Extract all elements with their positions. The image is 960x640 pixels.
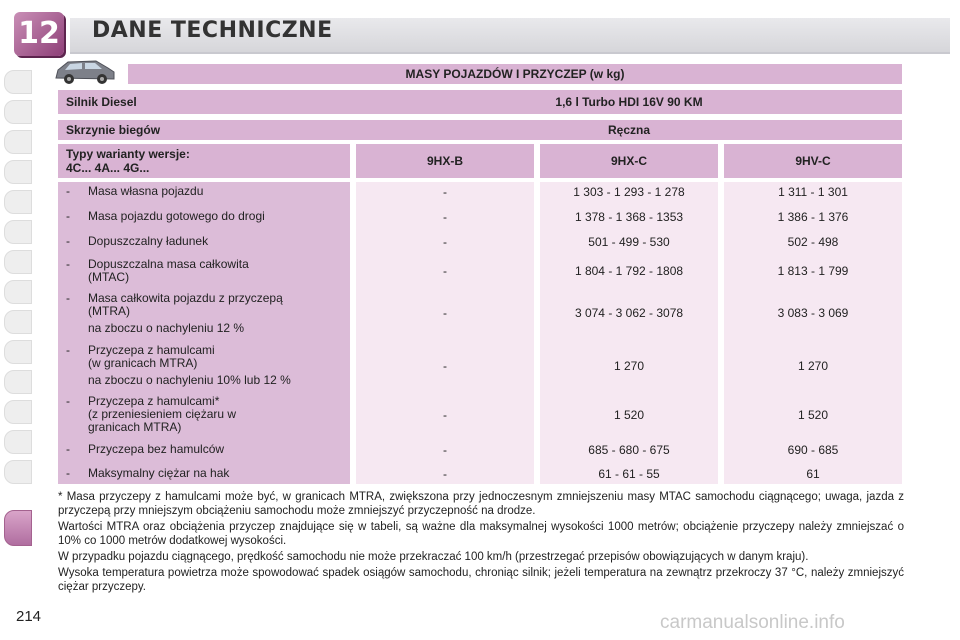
row-dash: - <box>66 209 70 223</box>
chapter-tab-strip <box>0 70 34 590</box>
car-icon <box>52 56 118 86</box>
table-cell: - <box>443 264 447 278</box>
data-column <box>540 182 718 484</box>
data-column <box>724 182 902 484</box>
watermark: carmanualsonline.info <box>660 612 845 633</box>
table-cell: 501 - 499 - 530 <box>588 235 670 249</box>
chapter-tab[interactable] <box>4 220 32 244</box>
chapter-tab[interactable] <box>4 370 32 394</box>
row-label-line2: (MTAC) <box>88 270 130 284</box>
engine-value: 1,6 l Turbo HDI 16V 90 KM <box>356 90 902 114</box>
table-cell: 685 - 680 - 675 <box>588 443 670 457</box>
table-cell: 3 083 - 3 069 <box>777 306 849 320</box>
chapter-tab[interactable] <box>4 160 32 184</box>
chapter-tab[interactable] <box>4 190 32 214</box>
row-dash: - <box>66 394 70 408</box>
table-cell: - <box>443 443 447 457</box>
chapter-tab[interactable] <box>4 280 32 304</box>
table-cell: 1 520 <box>797 408 829 422</box>
table-cell: - <box>443 359 447 373</box>
table-cell: - <box>443 235 447 249</box>
table-cell: 1 804 - 1 792 - 1808 <box>574 264 684 278</box>
row-label-line2: (MTRA) <box>88 304 130 318</box>
notes-block <box>58 490 904 596</box>
table-cell: 502 - 498 <box>787 235 839 249</box>
row-label-line3: na zboczu o nachyleniu 12 % <box>88 321 245 335</box>
row-label: Maksymalny ciężar na hak <box>88 466 230 480</box>
row-label: Dopuszczalna masa całkowita <box>88 257 249 271</box>
row-label: Masa pojazdu gotowego do drogi <box>88 209 265 223</box>
table-cell: 1 378 - 1 368 - 1353 <box>574 210 684 224</box>
chapter-tab[interactable] <box>4 70 32 94</box>
row-label: Masa własna pojazdu <box>88 184 204 198</box>
chapter-tab[interactable] <box>4 310 32 334</box>
table-cell: - <box>443 210 447 224</box>
table-cell: 690 - 685 <box>787 443 839 457</box>
row-dash: - <box>66 234 70 248</box>
row-label: Masa całkowita pojazdu z przyczepą <box>88 291 283 305</box>
version-header: 9HV-C <box>724 144 902 178</box>
table-cell: - <box>443 408 447 422</box>
table-cell: 1 311 - 1 301 <box>778 185 848 199</box>
table-cell: - <box>443 306 447 320</box>
table-cell: 1 303 - 1 293 - 1 278 <box>573 185 685 199</box>
gearbox-label: Skrzynie biegów <box>58 120 358 140</box>
row-dash: - <box>66 257 70 271</box>
version-header: 9HX-B <box>356 144 534 178</box>
types-label <box>58 144 350 178</box>
row-label: Przyczepa z hamulcami* <box>88 394 220 408</box>
chapter-tab[interactable] <box>4 460 32 484</box>
row-label-line2: (z przeniesieniem ciężaru w <box>88 407 237 421</box>
chapter-tab[interactable] <box>4 100 32 124</box>
row-label-line3: na zboczu o nachyleniu 10% lub 12 % <box>88 373 291 387</box>
table-cell: 1 520 <box>613 408 645 422</box>
row-label-line2: (w granicach MTRA) <box>88 356 198 370</box>
row-dash: - <box>66 466 70 480</box>
table-cell: 61 - 61 - 55 <box>598 467 660 481</box>
types-label-line1: Typy warianty wersje: <box>66 147 190 161</box>
page-title: DANE TECHNICZNE <box>92 18 333 43</box>
chapter-tab[interactable] <box>4 430 32 454</box>
table-cell: 61 <box>806 467 820 481</box>
gearbox-value: Ręczna <box>356 120 902 140</box>
table-cell: - <box>443 467 447 481</box>
section-title: MASY POJAZDÓW I PRZYCZEP (w kg) <box>128 64 902 84</box>
types-label-line2: 4C... 4A... 4G... <box>66 161 150 175</box>
footnote: * Masa przyczepy z hamulcami może być, w granicach MTRA, zwiększona przy jednoczesnym zmniejszeniu masy MTAC samochodu ciągnącego; uwaga, jazda z przyczepą przy mniejszym obciążeniu samochodu może zmniejszyć przyczepność na drodze. <box>58 491 904 517</box>
table-cell: - <box>443 185 447 199</box>
version-header: 9HX-C <box>540 144 718 178</box>
chapter-tab[interactable] <box>4 340 32 364</box>
row-label: Przyczepa bez hamulców <box>88 442 225 456</box>
table-cell: 1 813 - 1 799 <box>777 264 849 278</box>
note-paragraph: Wartości MTRA oraz obciążenia przyczep znajdujące się w tabeli, są ważne dla maksymalnej wysokości 1000 metrów; obciążenie przyczepy należy zmniejszać o 10% co 1000 metrów dodatkowej wysokości. <box>58 521 904 547</box>
row-dash: - <box>66 442 70 456</box>
table-cell: 3 074 - 3 062 - 3078 <box>574 306 684 320</box>
table-cell: 1 270 <box>613 359 645 373</box>
data-column <box>356 182 534 484</box>
chapter-tab-active[interactable] <box>4 510 32 546</box>
chapter-tab[interactable] <box>4 130 32 154</box>
chapter-tab[interactable] <box>4 400 32 424</box>
table-cell: 1 270 <box>797 359 829 373</box>
engine-label: Silnik Diesel <box>58 90 358 114</box>
row-dash: - <box>66 291 70 305</box>
chapter-badge: 12 <box>14 12 64 56</box>
table-cell: 1 386 - 1 376 <box>777 210 849 224</box>
row-label-line3: granicach MTRA) <box>88 420 182 434</box>
row-label: Przyczepa z hamulcami <box>88 343 215 357</box>
note-paragraph: W przypadku pojazdu ciągnącego, prędkość samochodu nie może przekraczać 100 km/h (przestrzegać przepisów obowiązujących w danym kraju). <box>58 551 809 563</box>
row-dash: - <box>66 343 70 357</box>
note-paragraph: Wysoka temperatura powietrza może spowodować spadek osiągów samochodu, chroniąc silnik; jeżeli temperatura na zewnątrz przekroczy 37 °C, należy zmniejszyć ciężar przyczepy. <box>58 567 904 593</box>
chapter-tab[interactable] <box>4 250 32 274</box>
row-label: Dopuszczalny ładunek <box>88 234 209 248</box>
row-dash: - <box>66 184 70 198</box>
page-number: 214 <box>16 608 42 625</box>
